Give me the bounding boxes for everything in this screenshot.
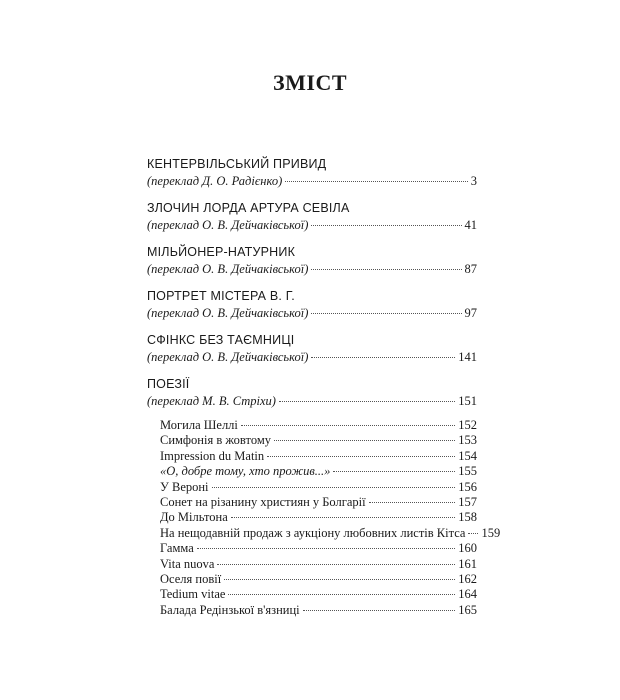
page-number: 155 xyxy=(458,464,477,479)
poem-entry xyxy=(160,525,501,541)
dot-leader xyxy=(217,564,455,565)
section-title: ПОРТРЕТ МІСТЕРА В. Г. xyxy=(147,289,295,303)
translator-credit: (переклад О. В. Дейчаківської) xyxy=(147,306,309,320)
page-number: 162 xyxy=(458,572,477,587)
toc-section xyxy=(147,376,501,618)
page-number: 161 xyxy=(458,556,477,571)
poem-entry xyxy=(160,557,477,572)
dot-leader xyxy=(311,313,461,314)
poem-entry xyxy=(160,587,477,602)
page-number: 165 xyxy=(458,602,477,617)
poems-list xyxy=(160,418,501,618)
poem-title: «О, добре тому, хто прожив...» xyxy=(160,464,331,479)
page-number: 156 xyxy=(458,479,477,494)
dot-leader xyxy=(197,548,456,549)
poem-entry xyxy=(160,495,477,510)
page-number: 157 xyxy=(458,495,477,510)
poem-title: Гамма xyxy=(160,541,194,556)
toc-section xyxy=(147,288,477,322)
section-translator-line xyxy=(147,349,477,366)
section-translator-line xyxy=(147,305,477,322)
page-number: 153 xyxy=(458,433,477,448)
poem-title: До Мільтона xyxy=(160,510,228,525)
dot-leader xyxy=(285,181,467,182)
dot-leader xyxy=(279,401,455,402)
dot-leader xyxy=(369,502,456,503)
page-number: 158 xyxy=(458,510,477,525)
translator-credit: (переклад О. В. Дейчаківської) xyxy=(147,262,309,276)
poem-title: Оселя повії xyxy=(160,572,222,587)
poem-entry xyxy=(160,541,477,556)
toc-section xyxy=(147,156,477,190)
toc-section xyxy=(147,200,477,234)
page-number: 151 xyxy=(458,394,477,408)
poem-entry xyxy=(160,464,477,479)
dot-leader xyxy=(241,425,455,426)
section-title: ЗЛОЧИН ЛОРДА АРТУРА СЕВІЛА xyxy=(147,201,350,215)
dot-leader xyxy=(311,225,461,226)
page-title: ЗМІСТ xyxy=(273,70,347,95)
dot-leader xyxy=(267,456,455,457)
poem-entry xyxy=(160,572,477,587)
poem-entry xyxy=(160,603,477,618)
poem-title: Могила Шеллі xyxy=(160,418,238,432)
section-title: ПОЕЗІЇ xyxy=(147,377,190,391)
table-of-contents xyxy=(147,156,501,628)
poem-title: Impression du Matin xyxy=(160,448,265,463)
toc-section xyxy=(147,332,477,366)
dot-leader xyxy=(311,269,461,270)
section-title: МІЛЬЙОНЕР-НАТУРНИК xyxy=(147,245,296,259)
poem-entry xyxy=(160,480,477,495)
translator-credit: (переклад О. В. Дейчаківської) xyxy=(147,218,309,232)
page-number: 160 xyxy=(458,541,477,556)
poem-title: Tedium vitae xyxy=(160,587,226,602)
section-translator-line xyxy=(147,393,477,410)
dot-leader xyxy=(228,594,455,595)
dot-leader xyxy=(231,517,456,518)
page-number: 141 xyxy=(458,350,477,364)
dot-leader xyxy=(468,533,478,534)
dot-leader xyxy=(303,610,456,611)
poem-title: Сонет на різанину християн у Болгарії xyxy=(160,495,366,510)
page-number: 41 xyxy=(464,218,477,232)
section-title: КЕНТЕРВІЛЬСЬКИЙ ПРИВИД xyxy=(147,157,327,171)
dot-leader xyxy=(274,440,455,441)
poem-title: Vita nuova xyxy=(160,556,215,571)
poem-entry xyxy=(160,510,477,525)
translator-credit: (переклад М. В. Стріхи) xyxy=(147,394,276,408)
poem-title: Симфонія в жовтому xyxy=(160,433,271,448)
section-translator-line xyxy=(147,173,477,190)
page-number: 159 xyxy=(481,525,501,540)
translator-credit: (переклад О. В. Дейчаківської) xyxy=(147,350,309,364)
poem-title: На нещодавній продаж з аукціону любовних листів Кітса xyxy=(160,525,466,540)
dot-leader xyxy=(212,487,456,488)
poem-entry xyxy=(160,449,477,464)
page-number: 3 xyxy=(470,174,477,188)
dot-leader xyxy=(311,357,455,358)
page-number: 152 xyxy=(458,418,477,432)
section-translator-line xyxy=(147,217,477,234)
poem-entry xyxy=(160,433,477,448)
section-translator-line xyxy=(147,261,477,278)
poem-title: Балада Редінзької в'язниці xyxy=(160,602,300,617)
dot-leader xyxy=(333,471,455,472)
page-number: 164 xyxy=(458,587,477,602)
section-title: СФІНКС БЕЗ ТАЄМНИЦІ xyxy=(147,333,295,347)
poem-title: У Вероні xyxy=(160,479,209,494)
page-number: 154 xyxy=(458,448,477,463)
page-number: 87 xyxy=(464,262,477,276)
dot-leader xyxy=(224,579,455,580)
page-number: 97 xyxy=(464,306,477,320)
toc-section xyxy=(147,244,477,278)
poem-entry xyxy=(160,418,477,433)
translator-credit: (переклад Д. О. Радієнко) xyxy=(147,174,283,188)
